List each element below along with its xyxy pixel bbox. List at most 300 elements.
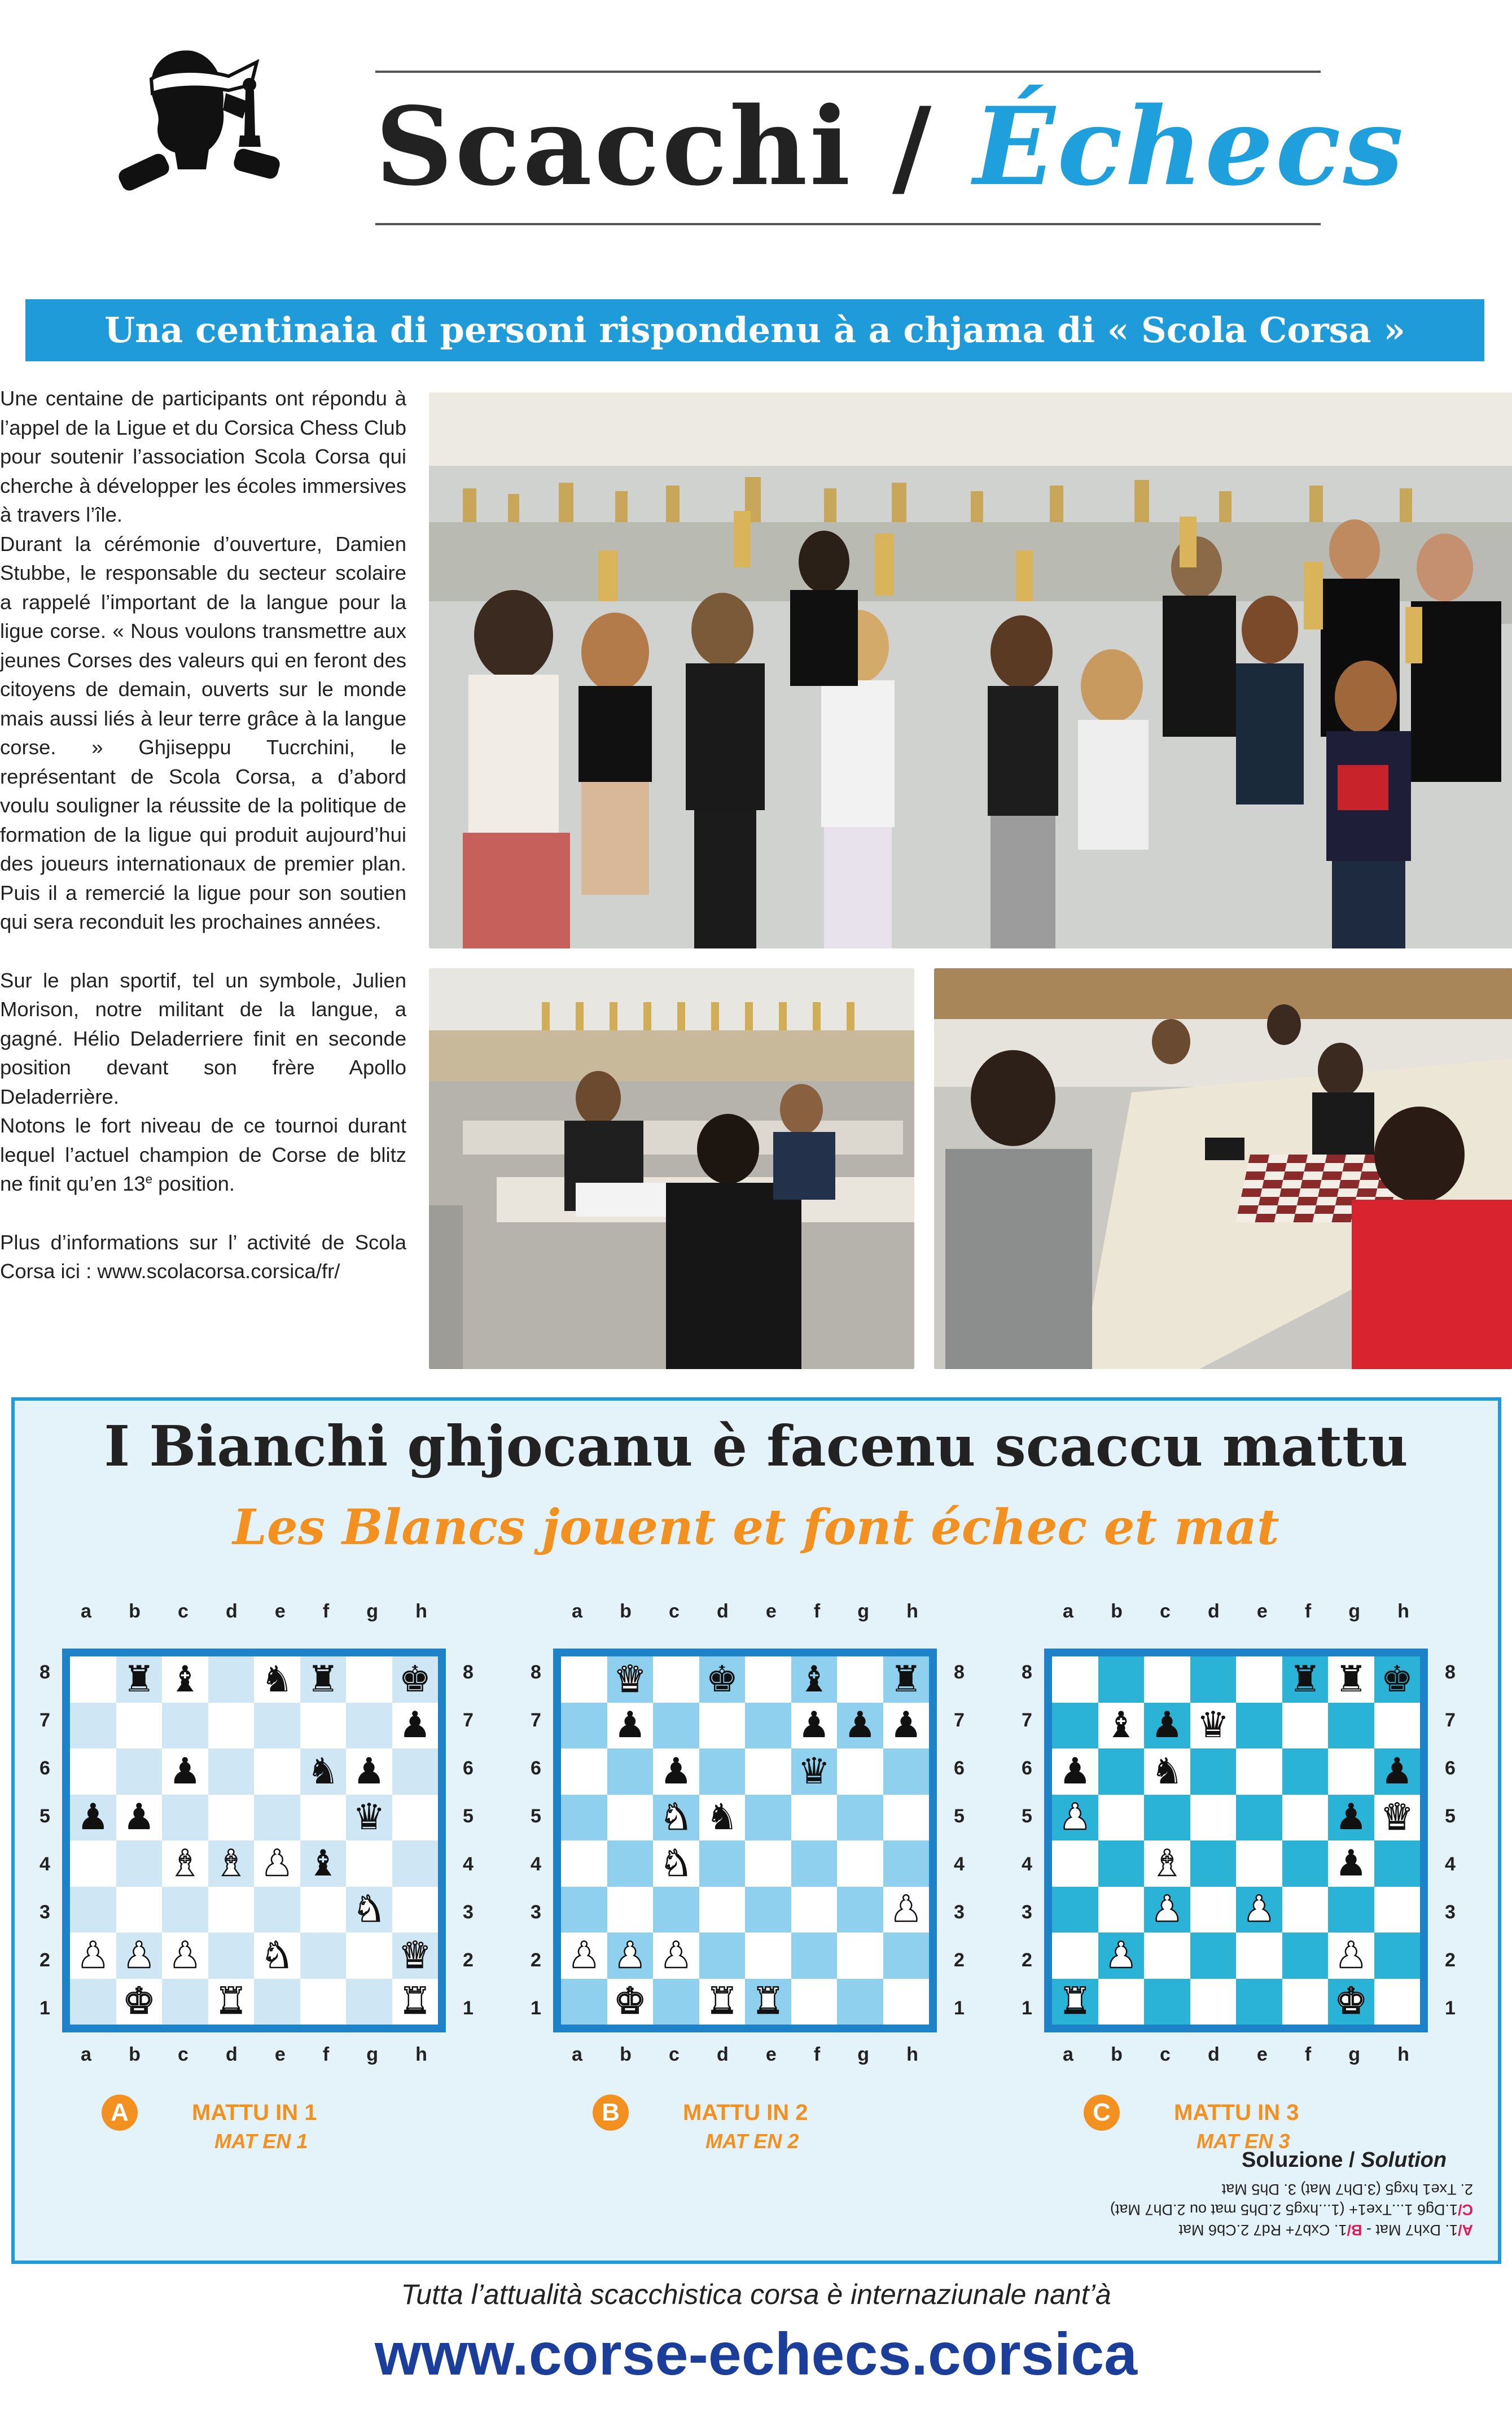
square-g7[interactable] bbox=[1328, 1703, 1374, 1749]
black-pawn-icon[interactable]: ♟ bbox=[613, 1704, 646, 1747]
square-h1[interactable] bbox=[883, 1979, 930, 2025]
square-g1[interactable] bbox=[346, 1979, 392, 2025]
square-e6[interactable] bbox=[1236, 1748, 1282, 1795]
square-e3[interactable] bbox=[254, 1887, 300, 1933]
black-pawn-icon[interactable]: ♟ bbox=[169, 1750, 201, 1792]
square-h7[interactable] bbox=[392, 1703, 439, 1749]
black-rook-icon[interactable]: ♜ bbox=[889, 1658, 922, 1700]
square-b4[interactable] bbox=[607, 1840, 654, 1887]
square-e4[interactable] bbox=[1236, 1840, 1282, 1887]
square-d5[interactable] bbox=[1190, 1795, 1237, 1841]
square-a7[interactable] bbox=[1052, 1703, 1098, 1749]
square-c5[interactable] bbox=[653, 1795, 699, 1841]
square-e5[interactable] bbox=[1236, 1795, 1282, 1841]
white-pawn-icon[interactable]: ♟ bbox=[1243, 1888, 1276, 1931]
white-queen-icon[interactable]: ♛ bbox=[398, 1934, 431, 1977]
black-rook-icon[interactable]: ♜ bbox=[1335, 1658, 1368, 1700]
file-label: c bbox=[177, 1601, 189, 1622]
square-h2[interactable] bbox=[1374, 1933, 1421, 1979]
black-bishop-icon[interactable]: ♝ bbox=[306, 1842, 339, 1885]
square-f6[interactable] bbox=[1282, 1748, 1329, 1795]
square-e6[interactable] bbox=[745, 1748, 791, 1795]
square-g8[interactable] bbox=[1328, 1656, 1374, 1703]
square-c4[interactable] bbox=[162, 1840, 208, 1887]
square-b6[interactable] bbox=[1098, 1748, 1145, 1795]
rank-label: 4 bbox=[1445, 1853, 1456, 1875]
square-d7[interactable] bbox=[208, 1703, 255, 1749]
file-label: c bbox=[177, 2044, 189, 2065]
file-label: f bbox=[813, 2044, 821, 2065]
square-c1[interactable] bbox=[653, 1979, 699, 2025]
square-f6[interactable] bbox=[300, 1748, 347, 1795]
square-f2[interactable] bbox=[1282, 1933, 1329, 1979]
white-pawn-icon[interactable]: ♟ bbox=[261, 1842, 293, 1885]
square-b3[interactable] bbox=[116, 1887, 163, 1933]
square-a3[interactable] bbox=[561, 1887, 607, 1933]
square-c8[interactable] bbox=[162, 1656, 208, 1703]
square-b6[interactable] bbox=[116, 1748, 163, 1795]
square-f5[interactable] bbox=[1282, 1795, 1329, 1841]
black-pawn-icon[interactable]: ♟ bbox=[353, 1750, 385, 1792]
square-c4[interactable] bbox=[1144, 1840, 1190, 1887]
black-king-icon[interactable]: ♚ bbox=[398, 1658, 431, 1700]
black-pawn-icon[interactable]: ♟ bbox=[1335, 1842, 1368, 1885]
square-a8[interactable] bbox=[1052, 1656, 1098, 1703]
square-e8[interactable] bbox=[254, 1656, 300, 1703]
square-b7[interactable] bbox=[116, 1703, 163, 1749]
square-f5[interactable] bbox=[791, 1795, 838, 1841]
square-h5[interactable] bbox=[392, 1795, 439, 1841]
black-knight-icon[interactable]: ♞ bbox=[705, 1796, 738, 1839]
square-h1[interactable] bbox=[392, 1979, 439, 2025]
square-g1[interactable] bbox=[837, 1979, 883, 2025]
square-a6[interactable] bbox=[70, 1748, 116, 1795]
square-d1[interactable] bbox=[699, 1979, 746, 2025]
file-labels-top bbox=[553, 1601, 937, 1623]
square-f6[interactable] bbox=[791, 1748, 838, 1795]
white-knight-icon[interactable]: ♞ bbox=[261, 1934, 293, 1977]
square-f1[interactable] bbox=[791, 1979, 838, 2025]
rank-label: 2 bbox=[531, 1949, 541, 1971]
square-b8[interactable] bbox=[1098, 1656, 1145, 1703]
rank-label: 7 bbox=[463, 1710, 474, 1731]
square-f8[interactable] bbox=[300, 1656, 347, 1703]
square-c3[interactable] bbox=[1144, 1887, 1190, 1933]
square-e1[interactable] bbox=[254, 1979, 300, 2025]
mate-label-corsican: MATTU IN 3 bbox=[1174, 2100, 1299, 2125]
square-g2[interactable] bbox=[837, 1933, 883, 1979]
square-d3[interactable] bbox=[1190, 1887, 1237, 1933]
square-d3[interactable] bbox=[208, 1887, 255, 1933]
square-a2[interactable] bbox=[561, 1933, 607, 1979]
square-d6[interactable] bbox=[1190, 1748, 1237, 1795]
square-d7[interactable] bbox=[699, 1703, 746, 1749]
square-h4[interactable] bbox=[1374, 1840, 1421, 1887]
rank-labels-left bbox=[40, 1649, 50, 2032]
square-e7[interactable] bbox=[254, 1703, 300, 1749]
square-c1[interactable] bbox=[162, 1979, 208, 2025]
white-pawn-icon[interactable]: ♟ bbox=[613, 1934, 646, 1977]
square-f3[interactable] bbox=[300, 1887, 347, 1933]
square-f4[interactable] bbox=[791, 1840, 838, 1887]
square-d7[interactable] bbox=[1190, 1703, 1237, 1749]
white-pawn-icon[interactable]: ♟ bbox=[889, 1888, 922, 1931]
square-b6[interactable] bbox=[607, 1748, 654, 1795]
square-h8[interactable] bbox=[1374, 1656, 1421, 1703]
square-c8[interactable] bbox=[1144, 1656, 1190, 1703]
rank-label: 1 bbox=[463, 1997, 474, 2019]
square-c7[interactable] bbox=[162, 1703, 208, 1749]
file-label: g bbox=[857, 1601, 870, 1622]
square-e5[interactable] bbox=[254, 1795, 300, 1841]
square-d2[interactable] bbox=[699, 1933, 746, 1979]
square-g3[interactable] bbox=[346, 1887, 392, 1933]
footer-website-link[interactable]: www.corse-echecs.corsica bbox=[374, 2321, 1138, 2388]
square-d2[interactable] bbox=[208, 1933, 255, 1979]
square-e4[interactable] bbox=[254, 1840, 300, 1887]
square-e2[interactable] bbox=[254, 1933, 300, 1979]
square-d4[interactable] bbox=[699, 1840, 746, 1887]
square-a8[interactable] bbox=[70, 1656, 116, 1703]
square-c2[interactable] bbox=[653, 1933, 699, 1979]
square-f4[interactable] bbox=[300, 1840, 347, 1887]
black-pawn-icon[interactable]: ♟ bbox=[1151, 1704, 1184, 1747]
photo-tournament-room bbox=[429, 968, 914, 1369]
square-a6[interactable] bbox=[1052, 1748, 1098, 1795]
black-queen-icon[interactable]: ♛ bbox=[797, 1750, 830, 1792]
square-h5[interactable] bbox=[1374, 1795, 1421, 1841]
square-h3[interactable] bbox=[1374, 1887, 1421, 1933]
file-labels-bottom bbox=[62, 2044, 446, 2066]
white-pawn-icon[interactable]: ♟ bbox=[1335, 1934, 1368, 1977]
square-f1[interactable] bbox=[300, 1979, 347, 2025]
black-pawn-icon[interactable]: ♟ bbox=[844, 1704, 876, 1747]
mate-label-french: MAT EN 2 bbox=[705, 2130, 799, 2153]
square-b1[interactable] bbox=[116, 1979, 163, 2025]
white-knight-icon[interactable]: ♞ bbox=[660, 1796, 693, 1839]
white-pawn-icon[interactable]: ♟ bbox=[1151, 1888, 1184, 1931]
white-rook-icon[interactable]: ♜ bbox=[1059, 1980, 1092, 2023]
square-e2[interactable] bbox=[1236, 1933, 1282, 1979]
white-pawn-icon[interactable]: ♟ bbox=[568, 1934, 601, 1977]
square-e3[interactable] bbox=[745, 1887, 791, 1933]
square-b5[interactable] bbox=[607, 1795, 654, 1841]
square-a1[interactable] bbox=[561, 1979, 607, 2025]
square-b2[interactable] bbox=[1098, 1933, 1145, 1979]
file-label: g bbox=[857, 2044, 870, 2065]
white-bishop-icon[interactable]: ♝ bbox=[169, 1842, 201, 1885]
square-a7[interactable] bbox=[70, 1703, 116, 1749]
square-h8[interactable] bbox=[392, 1656, 439, 1703]
mate-label-corsican: MATTU IN 1 bbox=[192, 2100, 317, 2125]
black-queen-icon[interactable]: ♛ bbox=[1197, 1704, 1229, 1747]
white-bishop-icon[interactable]: ♝ bbox=[214, 1842, 247, 1885]
square-f1[interactable] bbox=[1282, 1979, 1329, 2025]
rank-label: 2 bbox=[954, 1949, 965, 1971]
white-queen-icon[interactable]: ♛ bbox=[1380, 1796, 1413, 1839]
square-d8[interactable] bbox=[208, 1656, 255, 1703]
square-h3[interactable] bbox=[392, 1887, 439, 1933]
black-pawn-icon[interactable]: ♟ bbox=[1335, 1796, 1368, 1839]
square-g3[interactable] bbox=[1328, 1887, 1374, 1933]
square-b4[interactable] bbox=[1098, 1840, 1145, 1887]
file-label: a bbox=[572, 1601, 582, 1622]
square-a5[interactable] bbox=[1052, 1795, 1098, 1841]
square-b5[interactable] bbox=[116, 1795, 163, 1841]
corsican-moor-head-logo bbox=[107, 40, 288, 198]
white-king-icon[interactable]: ♚ bbox=[613, 1980, 646, 2023]
square-c3[interactable] bbox=[653, 1887, 699, 1933]
square-c4[interactable] bbox=[653, 1840, 699, 1887]
square-g8[interactable] bbox=[346, 1656, 392, 1703]
white-bishop-icon[interactable]: ♝ bbox=[1151, 1842, 1184, 1885]
square-b1[interactable] bbox=[607, 1979, 654, 2025]
file-label: g bbox=[1348, 2044, 1361, 2065]
black-pawn-icon[interactable]: ♟ bbox=[122, 1796, 155, 1839]
square-f7[interactable] bbox=[791, 1703, 838, 1749]
square-g4[interactable] bbox=[837, 1840, 883, 1887]
square-h8[interactable] bbox=[883, 1656, 930, 1703]
file-labels-bottom bbox=[553, 2044, 937, 2066]
square-g5[interactable] bbox=[1328, 1795, 1374, 1841]
square-b1[interactable] bbox=[1098, 1979, 1145, 2025]
square-a6[interactable] bbox=[561, 1748, 607, 1795]
solution-line: 2. Txe1 hxg5 (3.Dh7 Mat) 3. Dh5 Mat bbox=[1221, 2181, 1473, 2198]
square-a5[interactable] bbox=[70, 1795, 116, 1841]
square-g7[interactable] bbox=[837, 1703, 883, 1749]
square-g5[interactable] bbox=[346, 1795, 392, 1841]
square-d1[interactable] bbox=[1190, 1979, 1237, 2025]
file-label: h bbox=[906, 1601, 918, 1622]
square-h4[interactable] bbox=[392, 1840, 439, 1887]
square-a2[interactable] bbox=[1052, 1933, 1098, 1979]
white-rook-icon[interactable]: ♜ bbox=[214, 1980, 247, 2023]
square-e2[interactable] bbox=[745, 1933, 791, 1979]
headline-banner: Una centinaia di personi rispondenu à a chjama di « Scola Corsa » bbox=[25, 299, 1484, 361]
square-c3[interactable] bbox=[162, 1887, 208, 1933]
square-h3[interactable] bbox=[883, 1887, 930, 1933]
square-e3[interactable] bbox=[1236, 1887, 1282, 1933]
square-d5[interactable] bbox=[208, 1795, 255, 1841]
square-b4[interactable] bbox=[116, 1840, 163, 1887]
black-pawn-icon[interactable]: ♟ bbox=[797, 1704, 830, 1747]
square-h7[interactable] bbox=[883, 1703, 930, 1749]
square-h2[interactable] bbox=[392, 1933, 439, 1979]
square-a2[interactable] bbox=[70, 1933, 116, 1979]
white-pawn-icon[interactable]: ♟ bbox=[1105, 1934, 1137, 1977]
rank-label: 5 bbox=[954, 1805, 965, 1827]
square-d2[interactable] bbox=[1190, 1933, 1237, 1979]
square-d1[interactable] bbox=[208, 1979, 255, 2025]
rank-labels-left bbox=[1022, 1649, 1032, 2032]
square-g2[interactable] bbox=[346, 1933, 392, 1979]
square-f3[interactable] bbox=[1282, 1887, 1329, 1933]
square-f7[interactable] bbox=[300, 1703, 347, 1749]
square-g1[interactable] bbox=[1328, 1979, 1374, 2025]
rank-label: 4 bbox=[40, 1853, 50, 1875]
square-b2[interactable] bbox=[607, 1933, 654, 1979]
square-c1[interactable] bbox=[1144, 1979, 1190, 2025]
square-c7[interactable] bbox=[653, 1703, 699, 1749]
square-d8[interactable] bbox=[699, 1656, 746, 1703]
square-f2[interactable] bbox=[791, 1933, 838, 1979]
white-knight-icon[interactable]: ♞ bbox=[353, 1888, 385, 1931]
white-pawn-icon[interactable]: ♟ bbox=[122, 1934, 155, 1977]
square-e6[interactable] bbox=[254, 1748, 300, 1795]
square-e1[interactable] bbox=[745, 1979, 791, 2025]
square-h6[interactable] bbox=[392, 1748, 439, 1795]
square-c5[interactable] bbox=[162, 1795, 208, 1841]
black-queen-icon[interactable]: ♛ bbox=[353, 1796, 385, 1839]
black-knight-icon[interactable]: ♞ bbox=[306, 1750, 339, 1792]
square-g2[interactable] bbox=[1328, 1933, 1374, 1979]
square-a4[interactable] bbox=[70, 1840, 116, 1887]
black-knight-icon[interactable]: ♞ bbox=[1151, 1750, 1184, 1792]
square-e7[interactable] bbox=[745, 1703, 791, 1749]
square-f8[interactable] bbox=[791, 1656, 838, 1703]
square-c8[interactable] bbox=[653, 1656, 699, 1703]
square-g8[interactable] bbox=[837, 1656, 883, 1703]
square-g4[interactable] bbox=[1328, 1840, 1374, 1887]
square-c6[interactable] bbox=[653, 1748, 699, 1795]
white-pawn-icon[interactable]: ♟ bbox=[77, 1934, 109, 1977]
square-g6[interactable] bbox=[1328, 1748, 1374, 1795]
square-a1[interactable] bbox=[70, 1979, 116, 2025]
file-label: b bbox=[129, 2044, 141, 2065]
black-rook-icon[interactable]: ♜ bbox=[122, 1658, 155, 1700]
square-d5[interactable] bbox=[699, 1795, 746, 1841]
square-e1[interactable] bbox=[1236, 1979, 1282, 2025]
square-d6[interactable] bbox=[699, 1748, 746, 1795]
square-f7[interactable] bbox=[1282, 1703, 1329, 1749]
square-g6[interactable] bbox=[837, 1748, 883, 1795]
square-b7[interactable] bbox=[607, 1703, 654, 1749]
square-g7[interactable] bbox=[346, 1703, 392, 1749]
square-g6[interactable] bbox=[346, 1748, 392, 1795]
square-e8[interactable] bbox=[745, 1656, 791, 1703]
square-f8[interactable] bbox=[1282, 1656, 1329, 1703]
square-g5[interactable] bbox=[837, 1795, 883, 1841]
square-e5[interactable] bbox=[745, 1795, 791, 1841]
black-bishop-icon[interactable]: ♝ bbox=[1105, 1704, 1137, 1747]
square-h4[interactable] bbox=[883, 1840, 930, 1887]
square-f3[interactable] bbox=[791, 1887, 838, 1933]
white-rook-icon[interactable]: ♜ bbox=[705, 1980, 738, 2023]
square-f5[interactable] bbox=[300, 1795, 347, 1841]
square-d3[interactable] bbox=[699, 1887, 746, 1933]
square-c2[interactable] bbox=[1144, 1933, 1190, 1979]
black-king-icon[interactable]: ♚ bbox=[1380, 1658, 1413, 1700]
square-c7[interactable] bbox=[1144, 1703, 1190, 1749]
white-pawn-icon[interactable]: ♟ bbox=[169, 1934, 201, 1977]
white-king-icon[interactable]: ♚ bbox=[122, 1980, 155, 2023]
square-e4[interactable] bbox=[745, 1840, 791, 1887]
black-pawn-icon[interactable]: ♟ bbox=[660, 1750, 693, 1792]
black-rook-icon[interactable]: ♜ bbox=[1289, 1658, 1321, 1700]
black-pawn-icon[interactable]: ♟ bbox=[398, 1704, 431, 1747]
footer-tagline: Tutta l’attualità scacchistica corsa è internaziunale nant’à bbox=[401, 2279, 1111, 2310]
rank-label: 6 bbox=[1022, 1757, 1032, 1779]
square-b7[interactable] bbox=[1098, 1703, 1145, 1749]
square-b3[interactable] bbox=[1098, 1887, 1145, 1933]
square-d4[interactable] bbox=[208, 1840, 255, 1887]
square-f2[interactable] bbox=[300, 1933, 347, 1979]
white-rook-icon[interactable]: ♜ bbox=[752, 1980, 785, 2023]
square-c2[interactable] bbox=[162, 1933, 208, 1979]
square-h5[interactable] bbox=[883, 1795, 930, 1841]
square-d6[interactable] bbox=[208, 1748, 255, 1795]
square-a4[interactable] bbox=[1052, 1840, 1098, 1887]
file-label: e bbox=[765, 1601, 777, 1622]
black-knight-icon[interactable]: ♞ bbox=[261, 1658, 293, 1700]
square-a3[interactable] bbox=[1052, 1887, 1098, 1933]
white-king-icon[interactable]: ♚ bbox=[1335, 1980, 1368, 2023]
black-pawn-icon[interactable]: ♟ bbox=[1059, 1750, 1092, 1792]
square-b5[interactable] bbox=[1098, 1795, 1145, 1841]
article-paragraph: Notons le fort niveau de ce tournoi durant lequel l’actuel champion de Corse de blitz ne finit qu’en 13e position. bbox=[0, 1114, 406, 1195]
square-a5[interactable] bbox=[561, 1795, 607, 1841]
white-pawn-icon[interactable]: ♟ bbox=[1059, 1796, 1092, 1839]
black-bishop-icon[interactable]: ♝ bbox=[797, 1658, 830, 1700]
square-b3[interactable] bbox=[607, 1887, 654, 1933]
square-b8[interactable] bbox=[116, 1656, 163, 1703]
black-rook-icon[interactable]: ♜ bbox=[306, 1658, 339, 1700]
white-rook-icon[interactable]: ♜ bbox=[398, 1980, 431, 2023]
square-h2[interactable] bbox=[883, 1933, 930, 1979]
black-bishop-icon[interactable]: ♝ bbox=[169, 1658, 201, 1700]
square-c6[interactable] bbox=[1144, 1748, 1190, 1795]
square-h6[interactable] bbox=[1374, 1748, 1421, 1795]
square-f4[interactable] bbox=[1282, 1840, 1329, 1887]
black-pawn-icon[interactable]: ♟ bbox=[1380, 1750, 1413, 1792]
black-pawn-icon[interactable]: ♟ bbox=[77, 1796, 109, 1839]
square-g4[interactable] bbox=[346, 1840, 392, 1887]
square-h7[interactable] bbox=[1374, 1703, 1421, 1749]
square-e7[interactable] bbox=[1236, 1703, 1282, 1749]
rank-label: 2 bbox=[1445, 1949, 1456, 1971]
file-label: d bbox=[1207, 2044, 1220, 2065]
black-king-icon[interactable]: ♚ bbox=[705, 1658, 738, 1700]
square-a8[interactable] bbox=[561, 1656, 607, 1703]
rank-labels-right bbox=[1445, 1649, 1456, 2032]
square-c6[interactable] bbox=[162, 1748, 208, 1795]
square-g3[interactable] bbox=[837, 1887, 883, 1933]
rank-label: 4 bbox=[531, 1853, 541, 1875]
black-pawn-icon[interactable]: ♟ bbox=[889, 1704, 922, 1747]
white-knight-icon[interactable]: ♞ bbox=[660, 1842, 693, 1885]
square-d8[interactable] bbox=[1190, 1656, 1237, 1703]
rank-label: 8 bbox=[463, 1662, 474, 1683]
rank-label: 8 bbox=[1022, 1662, 1032, 1683]
white-pawn-icon[interactable]: ♟ bbox=[660, 1934, 693, 1977]
square-h1[interactable] bbox=[1374, 1979, 1421, 2025]
square-a4[interactable] bbox=[561, 1840, 607, 1887]
square-a7[interactable] bbox=[561, 1703, 607, 1749]
square-e8[interactable] bbox=[1236, 1656, 1282, 1703]
square-b2[interactable] bbox=[116, 1933, 163, 1979]
file-labels-bottom bbox=[1044, 2044, 1428, 2066]
square-c5[interactable] bbox=[1144, 1795, 1190, 1841]
file-label: e bbox=[765, 2044, 777, 2065]
square-d4[interactable] bbox=[1190, 1840, 1237, 1887]
rank-label: 1 bbox=[531, 1997, 541, 2019]
square-b8[interactable] bbox=[607, 1656, 654, 1703]
square-a3[interactable] bbox=[70, 1887, 116, 1933]
rank-label: 5 bbox=[531, 1805, 541, 1827]
white-queen-icon[interactable]: ♛ bbox=[613, 1658, 646, 1700]
square-a1[interactable] bbox=[1052, 1979, 1098, 2025]
square-h6[interactable] bbox=[883, 1748, 930, 1795]
